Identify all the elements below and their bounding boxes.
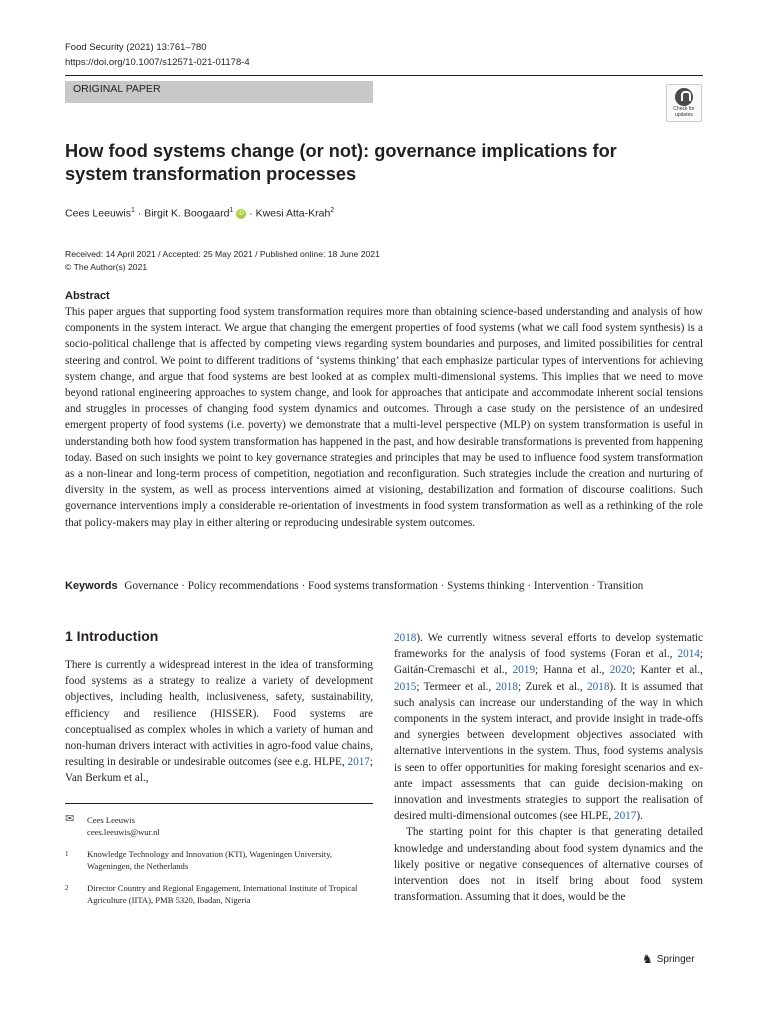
citation-link[interactable]: 2017 [613,810,637,823]
paragraph-text: ; Kanter et al., [632,664,703,677]
footnote-mark: 1 [65,850,69,858]
keywords [65,580,643,592]
paragraph-text: ; Gaitán-Cremaschi et al., [394,648,703,677]
paragraph-text: ). [636,810,643,823]
intro-paragraph: The starting point for this chapter is that generating detailed knowledge and understanding about food system dynamics and the likely positive or negative consequences of alternative courses of intervention does not in itself bring about food system transformation. Assuming that it does, would be the [394,826,703,904]
keywords-label: Keywords [65,580,118,592]
paragraph-text: ). It is assumed that such analysis can increase our understanding of the way in which components in the system interact, and provide insight in trade-offs and synergies between development objectives associated with alternative interventions in the system. Thus, food systems analysis is seen to offer opportunities for making foresight scenarios and ex-ante impact assessments that can guide decision-making on innovation and investments strategies to support the realisation of desired multi-dimensional outcomes (see HLPE, [394,680,704,823]
author-separator: · [137,207,142,220]
affiliation-mark: 1 [229,207,234,214]
citation-link[interactable]: 2015 [394,680,417,693]
citation-link[interactable]: 2017 [347,756,370,769]
affiliation-footnote [65,882,373,906]
journal-header [65,40,250,70]
publisher-name: Springer [656,953,695,965]
affiliation-mark: 1 [130,207,135,214]
section-heading: 1 Introduction [65,628,159,644]
journal-citation: Food Security (2021) 13:761–780 [65,42,207,53]
check-for-updates-badge[interactable] [666,84,702,122]
mail-icon: ✉ [65,813,75,825]
abstract-text: This paper argues that supporting food system transformation requires more than obtaining science-based understanding and analysis of how components in the system interact. We argue that changing the emergent properties of food systems (what we call food system synthesis) is a socio-political challenge that is affected by competing views regarding system boundaries and purposes, and limited possibilities for central steering and control. We point to different traditions of ‘systems thinking’ that each emphasize particular types of interventions for achieving system change, and argue that food systems are best looked at as complex multi-dimensional systems. This implies that we need to move beyond rational engineering approaches to system change, and look for approaches that anticipate and accommodate inherent social tensions and struggles in processes of changing food system dynamics and outcomes. Through a case study on the persistence of an undesired emergent property of food systems (i.e. poverty) we demonstrate that a multi-level perspective (MLP) on system transformation is useful in understanding both how food system transformation has happened in the past, and how desirable transformations is prevented from happening today. Based on such insights we point to key governance strategies and principles that may be used to influence food system transformation as a non-linear and long-term process of competition, negotiation and reconfiguration. Such strategies include the creation and nurturing of diversity in the system, as well as process interventions aimed at visioning, destabilization and formation of discourse coalitions. Such governance interventions imply a considerable re-orientation of investments in food system transformation as well as a rethinking of the role that policy-makers may play in either altering or reproducing undesirable system outcomes. [65,306,703,529]
author-name[interactable]: Birgit K. Boogaard [144,207,230,220]
intro-paragraph [394,630,703,824]
author-separator: · [249,207,253,220]
paragraph-text: ). We currently witness several efforts to develop systematic frameworks for the analysis of food systems (Foran et al., [394,632,703,661]
publication-dates [65,248,380,274]
citation-link[interactable]: 2014 [677,648,700,661]
affiliation-footnote [65,848,373,872]
citation-link[interactable]: 2019 [512,664,536,677]
publisher-logo [642,952,695,966]
citation-link[interactable]: 2018 [495,680,518,693]
bookmark-icon [675,88,693,106]
contact-footnote [65,814,373,838]
contact-name: Cees Leeuwis [87,815,135,825]
paper-title: How food systems change (or not): governance implications for system transformation processes [65,141,617,184]
author-name[interactable]: Kwesi Atta-Krah [255,207,331,220]
intro-paragraph [65,657,373,787]
copyright-line: © The Author(s) 2021 [65,262,148,272]
orcid-icon[interactable]: iD [236,209,246,219]
affiliation-text: Knowledge Technology and Innovation (KTI), Wageningen University, Wageningen, the Netherlands [87,849,333,871]
footnotes [65,814,373,916]
right-column [394,630,703,905]
citation-link[interactable]: 2018 [587,680,610,693]
doi-link[interactable]: https://doi.org/10.1007/s12571-021-01178-4 [65,57,250,68]
citation-link[interactable]: 2018 [394,632,417,644]
contact-email[interactable]: cees.leeuwis@wur.nl [87,827,160,837]
header-rule [65,75,703,76]
abstract-heading: Abstract [65,290,110,302]
citation-link[interactable]: 2020 [609,664,633,677]
author-name[interactable]: Cees Leeuwis [65,207,131,220]
paragraph-text: ; Zurek et al., [517,680,588,693]
author-list [65,207,334,220]
badge-label: Check for updates [673,106,695,118]
paragraph-text: ; Hanna et al., [535,664,610,677]
keywords-text: Governance · Policy recommendations · Food systems transformation · Systems thinking · Intervention · Transition [124,580,644,592]
affiliation-mark: 2 [330,207,335,214]
paragraph-text: ; Termeer et al., [416,680,496,693]
springer-horse-icon: ♞ [642,952,653,966]
footnote-mark: 2 [65,884,69,892]
paragraph-text: ; Van Berkum et al., [65,756,373,785]
footnote-rule [65,803,373,804]
paper-type-banner: ORIGINAL PAPER [65,81,373,103]
dates-line: Received: 14 April 2021 / Accepted: 25 May 2021 / Published online: 18 June 2021 [65,249,380,259]
affiliation-text: Director Country and Regional Engagement, International Institute of Tropical Agriculture (IITA), PMB 5320, Ibadan, Nigeria [87,883,358,905]
paragraph-text: There is currently a widespread interest in the idea of transforming food systems as a strategy to realize a variety of development objectives, including health, inclusiveness, safety, sustainability, efficiency and resilience (HISSER). Food systems are conceptualised as complex wholes in which a variety of human and non-human drivers interact with activities in agro-food value chains, resulting in desirable or undesirable outcomes (see e.g. HLPE, [65,659,373,769]
